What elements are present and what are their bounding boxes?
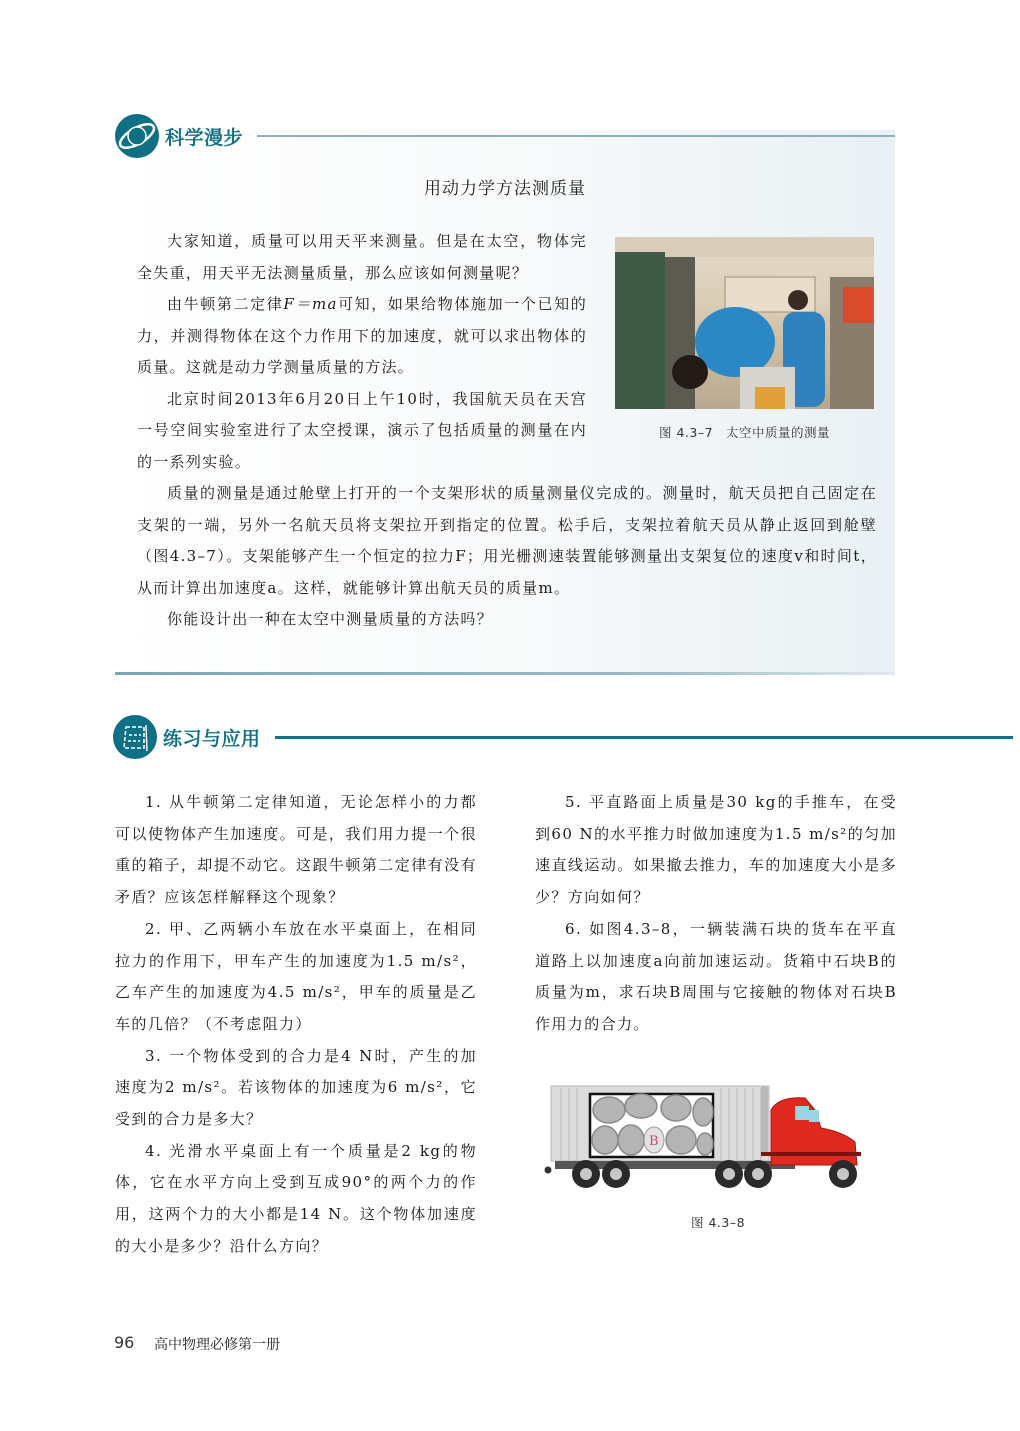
exercise-item: 5. 平直路面上质量是30 kg的手推车，在受到60 N的水平推力时做加速度为1.5 m/s²的匀加速直线运动。如果撤去推力，车的加速度大小是多少？方向如何？	[535, 793, 897, 907]
page-number: 96	[114, 1333, 135, 1352]
paragraph: 你能设计出一种在太空中测量质量的方法吗？	[167, 610, 494, 628]
exercise-column-left	[115, 787, 477, 1263]
header-rule	[257, 135, 895, 137]
exercises-header	[113, 715, 1013, 759]
section-label: 科学漫步	[165, 126, 244, 149]
book-title: 高中物理必修第一册	[154, 1337, 280, 1353]
notebook-icon	[113, 715, 157, 759]
truck-figure	[543, 1080, 893, 1190]
intro-text	[137, 226, 587, 478]
article-title: 用动力学方法测质量	[424, 179, 586, 199]
science-walk-bottom-rule	[115, 672, 895, 675]
paragraph: 北京时间2013年6月20日上午10时，我国航天员在天宫一号空间实验室进行了太空授课，演示了包括质量的测量在内的一系列实验。	[137, 389, 587, 471]
header-rule	[275, 736, 1013, 739]
formula: F＝ma	[283, 295, 338, 313]
stone-b-label: B	[649, 1134, 659, 1149]
figure-caption: 图 4.3–7 太空中质量的测量	[658, 425, 831, 440]
exercise-item: 2. 甲、乙两辆小车放在水平桌面上，在相同拉力的作用下，甲车产生的加速度为1.5 m/s²，乙车产生的加速度为4.5 m/s²，甲车的质量是乙车的几倍？（不考虑阻力）	[115, 919, 477, 1033]
paragraph: 大家知道，质量可以用天平来测量。但是在太空，物体完全失重，用天平无法测量质量，那么应该如何测量呢？	[137, 232, 587, 282]
planet-orbit-icon	[115, 114, 159, 158]
exercise-item: 1. 从牛顿第二定律知道，无论怎样小的力都可以使物体产生加速度。可是，我们用力提一个很重的箱子，却提不动它。这跟牛顿第二定律有没有矛盾？应该怎样解释这个现象？	[115, 793, 477, 907]
science-walk-header	[115, 114, 895, 158]
exercise-item: 6. 如图4.3–8，一辆装满石块的货车在平直道路上以加速度a向前加速运动。货箱中石块B的质量为m，求石块B周围与它接触的物体对石块B作用力的合力。	[535, 919, 897, 1033]
body-text	[137, 478, 877, 636]
astronaut-photo	[615, 237, 874, 409]
paragraph: 由牛顿第二定律F＝ma可知，如果给物体施加一个已知的力，并测得物体在这个力作用下的加速度，就可以求出物体的质量。这就是动力学测量质量的方法。	[137, 295, 587, 376]
exercise-column-right	[535, 787, 897, 1041]
paragraph: 质量的测量是通过舱壁上打开的一个支架形状的质量测量仪完成的。测量时，航天员把自己固定在支架的一端，另外一名航天员将支架拉开到指定的位置。松手后，支架拉着航天员从静止返回到舱壁（图4.3–7）。支架能够产生一个恒定的拉力F；用光栅测速装置能够测量出支架复位的速度v和时间t，从而计算出加速度a。这样，就能够计算出航天员的质量m。	[137, 484, 877, 597]
figure-caption: 图 4.3–8	[690, 1215, 746, 1230]
exercise-item: 3. 一个物体受到的合力是4 N时，产生的加速度为2 m/s²。若该物体的加速度为6 m/s²，它受到的合力是多大？	[115, 1046, 477, 1129]
exercise-item: 4. 光滑水平桌面上有一个质量是2 kg的物体，它在水平方向上受到互成90°的两个力的作用，这两个力的大小都是14 N。这个物体加速度的大小是多少？沿什么方向？	[115, 1141, 477, 1255]
section-label: 练习与应用	[163, 727, 261, 750]
